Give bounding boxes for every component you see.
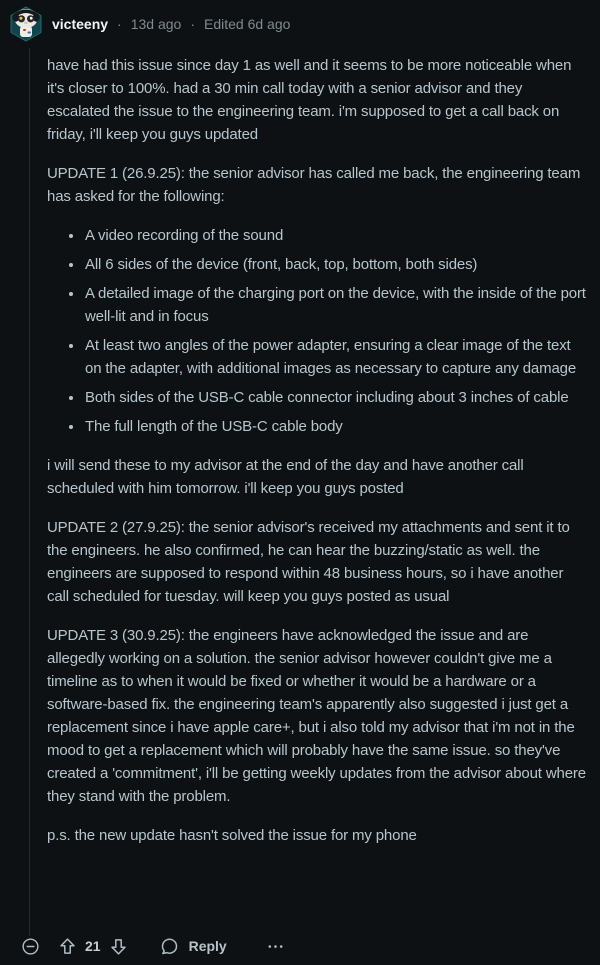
list-item: • The full length of the USB-C cable body	[84, 415, 588, 438]
downvote-button[interactable]	[108, 936, 129, 957]
collapse-thread-button[interactable]	[20, 936, 41, 957]
comment-paragraph: i will send these to my advisor at the end of the day and have another call scheduled with him tomorrow. i'll keep you guys posted	[47, 457, 524, 497]
list-item: • Both sides of the USB-C cable connector including about 3 inches of cable	[84, 386, 588, 409]
comment-action-bar	[0, 929, 600, 963]
comment-paragraph-update-3: UPDATE 3 (30.9.25): the engineers have acknowledged the issue and are allegedly working on a solution. the senior advisor however couldn't give me a timeline as to when it would be fixed or whether it would be a hardware or a software-based fix. the engineering team's apparently also suggested i just get a replacement since i have apple care+, but i also told my advisor that i'm not in the mood to get a replacement which will probably have the same issue. so they've created a 'commitment', i'll be getting weekly updates from the advisor about where they stand with the problem.	[47, 627, 586, 805]
meta-separator-dot: ·	[190, 16, 195, 32]
list-item: • A video recording of the sound	[84, 224, 588, 247]
avatar-icon	[8, 6, 44, 42]
comment-thread-line	[29, 48, 30, 936]
reply-button[interactable]	[159, 936, 227, 957]
comment-author-username[interactable]: victeeny	[52, 16, 109, 32]
comment-paragraph-update-2: UPDATE 2 (27.9.25): the senior advisor's received my attachments and sent it to the engineers. he also confirmed, he can hear the buzzing/static as well. the engineers are supposed to respond within 48 business hours, so i have another call scheduled for tuesday. will keep you guys posted as usual	[47, 519, 570, 605]
comment-paragraph-ps: p.s. the new update hasn't solved the issue for my phone	[47, 827, 417, 844]
ellipsis-icon	[265, 936, 286, 957]
reply-label: Reply	[188, 938, 227, 954]
comment-body	[0, 46, 600, 847]
list-item: • All 6 sides of the device (front, back, top, bottom, both sides)	[84, 253, 588, 276]
meta-separator-dot: ·	[117, 16, 122, 32]
upvote-button[interactable]	[57, 936, 78, 957]
comment-paragraph-update-1: UPDATE 1 (26.9.25): the senior advisor has called me back, the engineering team has asked for the following:	[47, 165, 581, 205]
comment-header	[0, 0, 600, 46]
comment-edited-timestamp: Edited 6d ago	[204, 16, 291, 32]
avatar[interactable]	[8, 6, 44, 42]
requested-items-list	[47, 224, 588, 438]
more-options-button[interactable]	[265, 936, 286, 957]
collapse-minus-icon	[20, 936, 41, 957]
comment-paragraph: have had this issue since day 1 as well and it seems to be more noticeable when it's closer to 100%. had a 30 min call today with a senior advisor and they escalated the issue to the engineering team. i'm supposed to get a call back on friday, i'll keep you guys updated	[47, 57, 572, 143]
reply-speech-bubble-icon	[159, 936, 180, 957]
vote-count: 21	[85, 938, 101, 954]
comment-timestamp: 13d ago	[130, 16, 182, 32]
list-item: • A detailed image of the charging port on the device, with the inside of the port well-lit and in focus	[84, 282, 588, 328]
list-item: • At least two angles of the power adapter, ensuring a clear image of the text on the adapter, with additional images as necessary to capture any damage	[84, 334, 588, 380]
upvote-icon	[57, 936, 78, 957]
downvote-icon	[108, 936, 129, 957]
